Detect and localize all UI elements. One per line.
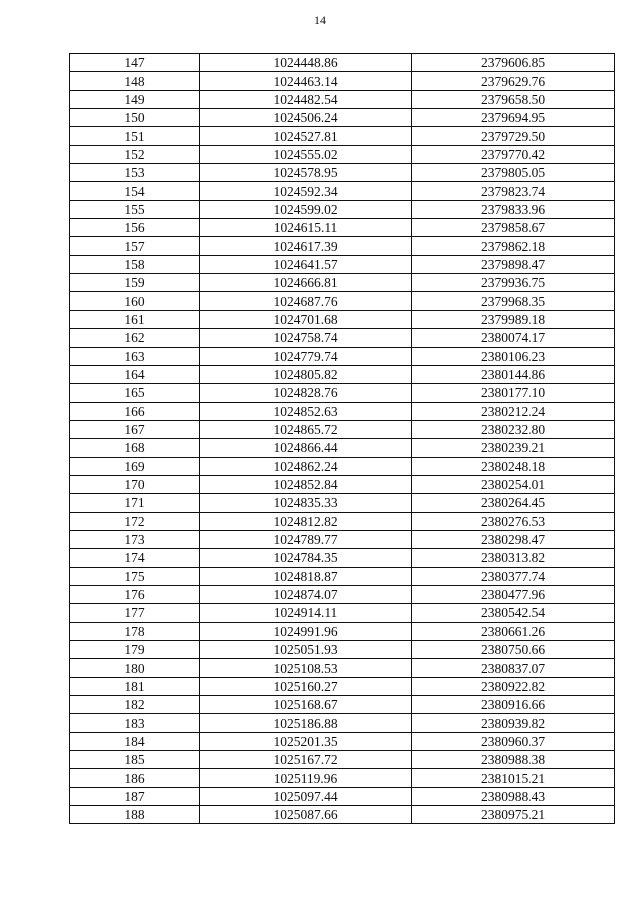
y-coordinate-cell: 2379968.35 xyxy=(412,292,615,310)
point-number-cell: 169 xyxy=(70,457,200,475)
table-row xyxy=(70,604,615,622)
x-coordinate-cell: 1024555.02 xyxy=(200,145,412,163)
y-coordinate-cell: 2380922.82 xyxy=(412,677,615,695)
y-coordinate-cell: 2380988.43 xyxy=(412,787,615,805)
y-coordinate-cell: 2380939.82 xyxy=(412,714,615,732)
x-coordinate-cell: 1024448.86 xyxy=(200,54,412,72)
x-coordinate-cell: 1024865.72 xyxy=(200,420,412,438)
page-number: 14 xyxy=(314,13,326,27)
x-coordinate-cell: 1024874.07 xyxy=(200,585,412,603)
point-number-cell: 167 xyxy=(70,420,200,438)
x-coordinate-cell: 1025108.53 xyxy=(200,659,412,677)
table-row xyxy=(70,274,615,292)
table-row xyxy=(70,237,615,255)
x-coordinate-cell: 1024482.54 xyxy=(200,90,412,108)
point-number-cell: 178 xyxy=(70,622,200,640)
point-number-cell: 176 xyxy=(70,585,200,603)
point-number-cell: 180 xyxy=(70,659,200,677)
x-coordinate-cell: 1025186.88 xyxy=(200,714,412,732)
y-coordinate-cell: 2379694.95 xyxy=(412,109,615,127)
y-coordinate-cell: 2380106.23 xyxy=(412,347,615,365)
table-row xyxy=(70,72,615,90)
point-number-cell: 161 xyxy=(70,310,200,328)
point-number-cell: 173 xyxy=(70,530,200,548)
point-number-cell: 157 xyxy=(70,237,200,255)
point-number-cell: 151 xyxy=(70,127,200,145)
y-coordinate-cell: 2379729.50 xyxy=(412,127,615,145)
y-coordinate-cell: 2379805.05 xyxy=(412,164,615,182)
table-row xyxy=(70,641,615,659)
point-number-cell: 148 xyxy=(70,72,200,90)
table-row xyxy=(70,292,615,310)
y-coordinate-cell: 2379862.18 xyxy=(412,237,615,255)
point-number-cell: 155 xyxy=(70,200,200,218)
point-number-cell: 166 xyxy=(70,402,200,420)
table-row xyxy=(70,329,615,347)
y-coordinate-cell: 2380988.38 xyxy=(412,751,615,769)
y-coordinate-cell: 2380313.82 xyxy=(412,549,615,567)
y-coordinate-cell: 2380298.47 xyxy=(412,530,615,548)
table-row xyxy=(70,439,615,457)
x-coordinate-cell: 1024835.33 xyxy=(200,494,412,512)
point-number-cell: 150 xyxy=(70,109,200,127)
table-row xyxy=(70,751,615,769)
point-number-cell: 170 xyxy=(70,475,200,493)
table-row xyxy=(70,365,615,383)
point-number-cell: 149 xyxy=(70,90,200,108)
table-row xyxy=(70,696,615,714)
x-coordinate-cell: 1024862.24 xyxy=(200,457,412,475)
point-number-cell: 154 xyxy=(70,182,200,200)
point-number-cell: 186 xyxy=(70,769,200,787)
table-row xyxy=(70,164,615,182)
table-row xyxy=(70,769,615,787)
x-coordinate-cell: 1025168.67 xyxy=(200,696,412,714)
x-coordinate-cell: 1024592.34 xyxy=(200,182,412,200)
x-coordinate-cell: 1024701.68 xyxy=(200,310,412,328)
y-coordinate-cell: 2380477.96 xyxy=(412,585,615,603)
table-row xyxy=(70,200,615,218)
coordinates-table xyxy=(69,53,615,824)
y-coordinate-cell: 2379606.85 xyxy=(412,54,615,72)
y-coordinate-cell: 2380916.66 xyxy=(412,696,615,714)
point-number-cell: 168 xyxy=(70,439,200,457)
point-number-cell: 174 xyxy=(70,549,200,567)
y-coordinate-cell: 2380239.21 xyxy=(412,439,615,457)
y-coordinate-cell: 2380661.26 xyxy=(412,622,615,640)
y-coordinate-cell: 2380177.10 xyxy=(412,384,615,402)
table-row xyxy=(70,714,615,732)
y-coordinate-cell: 2380074.17 xyxy=(412,329,615,347)
y-coordinate-cell: 2380264.45 xyxy=(412,494,615,512)
x-coordinate-cell: 1024805.82 xyxy=(200,365,412,383)
point-number-cell: 147 xyxy=(70,54,200,72)
table-row xyxy=(70,530,615,548)
point-number-cell: 160 xyxy=(70,292,200,310)
table-row xyxy=(70,109,615,127)
x-coordinate-cell: 1024527.81 xyxy=(200,127,412,145)
x-coordinate-cell: 1024789.77 xyxy=(200,530,412,548)
x-coordinate-cell: 1024617.39 xyxy=(200,237,412,255)
x-coordinate-cell: 1024784.35 xyxy=(200,549,412,567)
y-coordinate-cell: 2379823.74 xyxy=(412,182,615,200)
x-coordinate-cell: 1024852.84 xyxy=(200,475,412,493)
point-number-cell: 164 xyxy=(70,365,200,383)
y-coordinate-cell: 2379833.96 xyxy=(412,200,615,218)
point-number-cell: 183 xyxy=(70,714,200,732)
x-coordinate-cell: 1024852.63 xyxy=(200,402,412,420)
point-number-cell: 171 xyxy=(70,494,200,512)
y-coordinate-cell: 2380232.80 xyxy=(412,420,615,438)
table-row xyxy=(70,219,615,237)
table-row xyxy=(70,512,615,530)
point-number-cell: 182 xyxy=(70,696,200,714)
x-coordinate-cell: 1024818.87 xyxy=(200,567,412,585)
y-coordinate-cell: 2380254.01 xyxy=(412,475,615,493)
coordinates-table-body xyxy=(70,54,615,824)
point-number-cell: 188 xyxy=(70,806,200,824)
table-row xyxy=(70,310,615,328)
table-row xyxy=(70,384,615,402)
point-number-cell: 158 xyxy=(70,255,200,273)
y-coordinate-cell: 2380975.21 xyxy=(412,806,615,824)
table-row xyxy=(70,475,615,493)
point-number-cell: 181 xyxy=(70,677,200,695)
y-coordinate-cell: 2380837.07 xyxy=(412,659,615,677)
table-row xyxy=(70,90,615,108)
y-coordinate-cell: 2379989.18 xyxy=(412,310,615,328)
point-number-cell: 162 xyxy=(70,329,200,347)
y-coordinate-cell: 2380248.18 xyxy=(412,457,615,475)
y-coordinate-cell: 2380750.66 xyxy=(412,641,615,659)
table-row xyxy=(70,787,615,805)
x-coordinate-cell: 1024758.74 xyxy=(200,329,412,347)
point-number-cell: 165 xyxy=(70,384,200,402)
table-row xyxy=(70,127,615,145)
x-coordinate-cell: 1025160.27 xyxy=(200,677,412,695)
y-coordinate-cell: 2380276.53 xyxy=(412,512,615,530)
x-coordinate-cell: 1024687.76 xyxy=(200,292,412,310)
point-number-cell: 156 xyxy=(70,219,200,237)
x-coordinate-cell: 1024991.96 xyxy=(200,622,412,640)
x-coordinate-cell: 1025087.66 xyxy=(200,806,412,824)
y-coordinate-cell: 2381015.21 xyxy=(412,769,615,787)
table-row xyxy=(70,732,615,750)
point-number-cell: 179 xyxy=(70,641,200,659)
y-coordinate-cell: 2380542.54 xyxy=(412,604,615,622)
table-row xyxy=(70,255,615,273)
table-row xyxy=(70,677,615,695)
y-coordinate-cell: 2380144.86 xyxy=(412,365,615,383)
x-coordinate-cell: 1025051.93 xyxy=(200,641,412,659)
table-row xyxy=(70,567,615,585)
x-coordinate-cell: 1024812.82 xyxy=(200,512,412,530)
point-number-cell: 172 xyxy=(70,512,200,530)
x-coordinate-cell: 1025119.96 xyxy=(200,769,412,787)
x-coordinate-cell: 1024914.11 xyxy=(200,604,412,622)
point-number-cell: 159 xyxy=(70,274,200,292)
x-coordinate-cell: 1024641.57 xyxy=(200,255,412,273)
table-row xyxy=(70,420,615,438)
table-row xyxy=(70,659,615,677)
point-number-cell: 152 xyxy=(70,145,200,163)
y-coordinate-cell: 2380212.24 xyxy=(412,402,615,420)
table-row xyxy=(70,549,615,567)
x-coordinate-cell: 1024463.14 xyxy=(200,72,412,90)
table-row xyxy=(70,182,615,200)
point-number-cell: 175 xyxy=(70,567,200,585)
point-number-cell: 185 xyxy=(70,751,200,769)
y-coordinate-cell: 2379898.47 xyxy=(412,255,615,273)
x-coordinate-cell: 1025167.72 xyxy=(200,751,412,769)
table-row xyxy=(70,622,615,640)
x-coordinate-cell: 1024615.11 xyxy=(200,219,412,237)
point-number-cell: 163 xyxy=(70,347,200,365)
x-coordinate-cell: 1024828.76 xyxy=(200,384,412,402)
table-row xyxy=(70,402,615,420)
table-row xyxy=(70,54,615,72)
y-coordinate-cell: 2379858.67 xyxy=(412,219,615,237)
point-number-cell: 153 xyxy=(70,164,200,182)
y-coordinate-cell: 2379629.76 xyxy=(412,72,615,90)
table-row xyxy=(70,585,615,603)
x-coordinate-cell: 1024779.74 xyxy=(200,347,412,365)
y-coordinate-cell: 2379936.75 xyxy=(412,274,615,292)
table-row xyxy=(70,806,615,824)
x-coordinate-cell: 1024866.44 xyxy=(200,439,412,457)
point-number-cell: 184 xyxy=(70,732,200,750)
y-coordinate-cell: 2380377.74 xyxy=(412,567,615,585)
x-coordinate-cell: 1024506.24 xyxy=(200,109,412,127)
table-row xyxy=(70,494,615,512)
x-coordinate-cell: 1025097.44 xyxy=(200,787,412,805)
x-coordinate-cell: 1025201.35 xyxy=(200,732,412,750)
y-coordinate-cell: 2379658.50 xyxy=(412,90,615,108)
table-row xyxy=(70,457,615,475)
y-coordinate-cell: 2379770.42 xyxy=(412,145,615,163)
point-number-cell: 187 xyxy=(70,787,200,805)
table-row xyxy=(70,145,615,163)
point-number-cell: 177 xyxy=(70,604,200,622)
x-coordinate-cell: 1024578.95 xyxy=(200,164,412,182)
table-row xyxy=(70,347,615,365)
y-coordinate-cell: 2380960.37 xyxy=(412,732,615,750)
x-coordinate-cell: 1024666.81 xyxy=(200,274,412,292)
x-coordinate-cell: 1024599.02 xyxy=(200,200,412,218)
